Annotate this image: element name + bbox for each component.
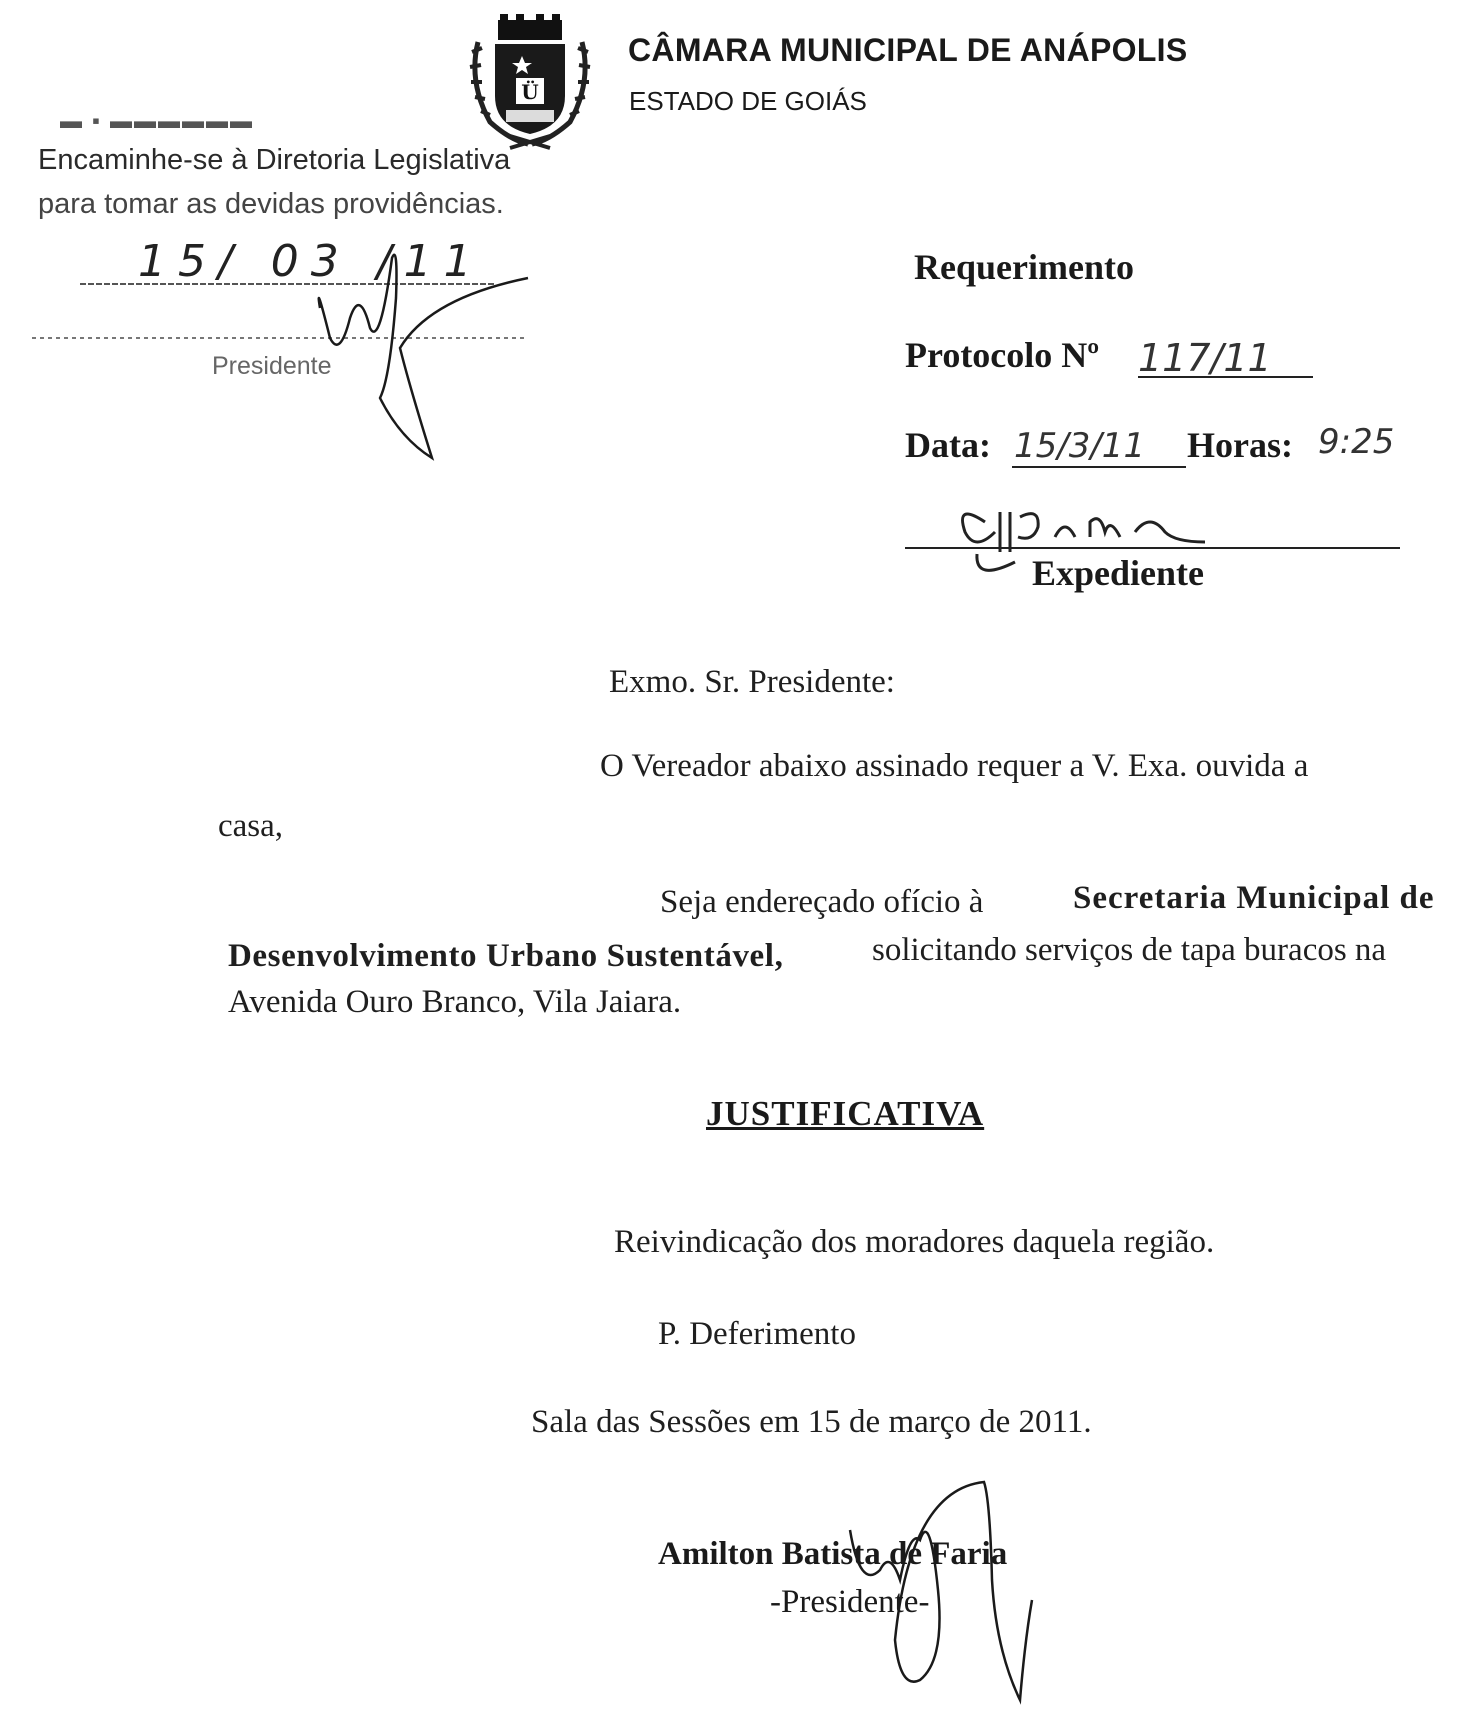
intro-line-2: casa, bbox=[218, 808, 284, 844]
justification-title: JUSTIFICATIVA bbox=[706, 1094, 985, 1133]
protocol-value: 117/11 bbox=[1138, 336, 1272, 380]
org-state: ESTADO DE GOIÁS bbox=[629, 86, 867, 116]
signer-handwritten-signature bbox=[820, 1470, 1060, 1710]
request-line-2-text: solicitando serviços de tapa buracos na bbox=[872, 932, 1387, 968]
hours-value: 9:25 bbox=[1318, 422, 1395, 462]
date-value: 15/3/11 bbox=[1014, 426, 1146, 466]
expediente-label: Expediente bbox=[1032, 553, 1205, 593]
date-underline bbox=[1012, 464, 1188, 470]
request-title: Requerimento bbox=[914, 247, 1134, 287]
hours-label: Horas: bbox=[1187, 425, 1293, 465]
stamp-line-1: Encaminhe-se à Diretoria Legislativa bbox=[38, 144, 511, 176]
session-date: Sala das Sessões em 15 de março de 2011. bbox=[531, 1404, 1092, 1440]
stamp-line-2: para tomar as devidas providências. bbox=[38, 188, 504, 220]
closing-deferimento: P. Deferimento bbox=[658, 1316, 856, 1352]
salutation: Exmo. Sr. Presidente: bbox=[609, 664, 895, 700]
stamp-date: 15/ 03 /11 bbox=[138, 236, 484, 287]
protocol-label: Protocolo Nº bbox=[905, 335, 1100, 375]
stamp-role: Presidente bbox=[212, 352, 332, 380]
intro-line-1: O Vereador abaixo assinado requer a V. Exa. ouvida a bbox=[600, 748, 1309, 784]
request-line-1-text: Seja endereçado ofício à bbox=[660, 884, 984, 920]
request-line-2-bold: Desenvolvimento Urbano Sustentável, bbox=[228, 938, 784, 974]
president-signature-mark bbox=[300, 238, 540, 468]
request-line-1-bold: Secretaria Municipal de bbox=[1073, 880, 1435, 916]
svg-text:Ü: Ü bbox=[521, 80, 539, 104]
coat-of-arms-icon bbox=[450, 12, 610, 152]
signer-role: -Presidente- bbox=[770, 1584, 930, 1620]
justification-text: Reivindicação dos moradores daquela região. bbox=[614, 1224, 1215, 1260]
org-name: CÂMARA MUNICIPAL DE ANÁPOLIS bbox=[628, 32, 1188, 68]
request-line-3: Avenida Ouro Branco, Vila Jaiara. bbox=[228, 984, 682, 1020]
signer-name: Amilton Batista de Faria bbox=[658, 1536, 1008, 1572]
date-label: Data: bbox=[905, 425, 991, 465]
stamp-header-fragment: ▬ ▪ ▬▬▬▬▬▬ bbox=[60, 108, 255, 133]
